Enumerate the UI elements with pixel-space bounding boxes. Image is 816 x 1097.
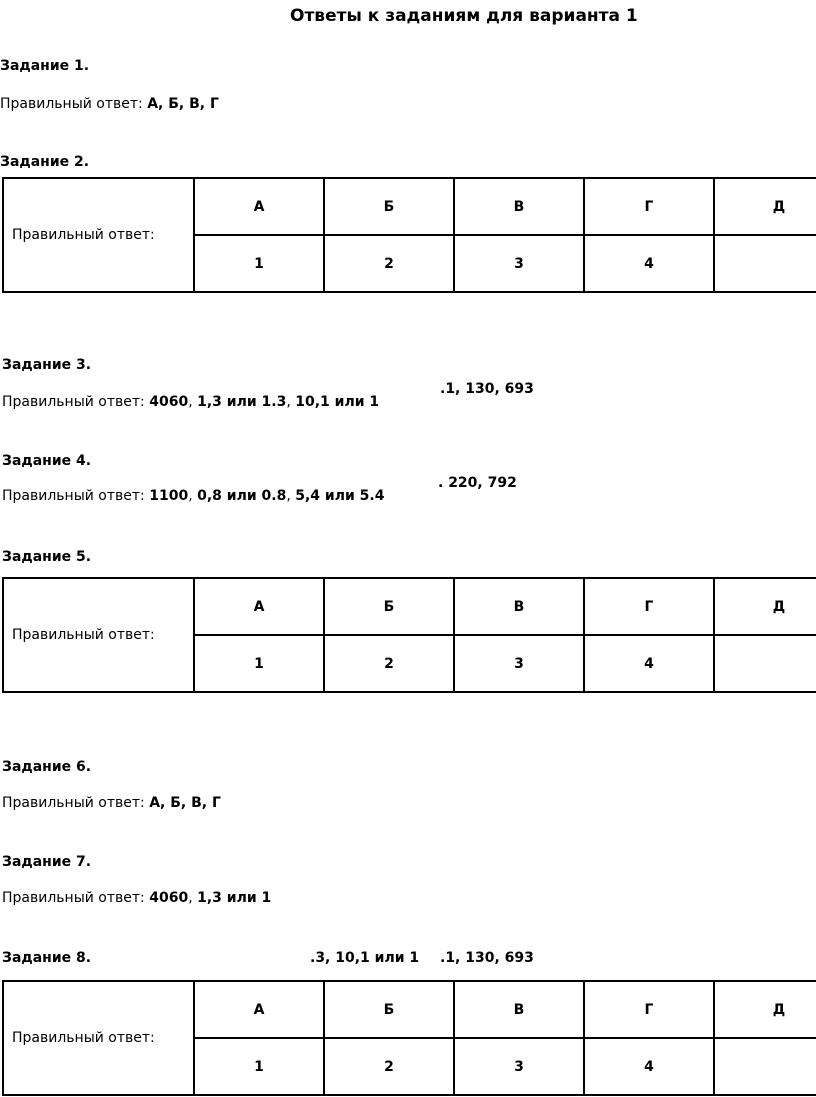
answer-separator: , xyxy=(188,488,198,504)
task-4-side-fragment: . 220, 792 xyxy=(438,475,517,491)
task-7-answer xyxy=(2,890,271,906)
answer-separator: , xyxy=(286,488,296,504)
task-8-side-fragment-a: .3, 10,1 или 1 xyxy=(310,950,420,966)
number-cell: 1 xyxy=(194,235,324,292)
task-6-answer xyxy=(2,795,221,811)
number-cell: 1 xyxy=(194,1038,324,1095)
answer-label: Правильный ответ: xyxy=(2,394,145,410)
task-3-side-fragment: .1, 130, 693 xyxy=(440,381,534,397)
answer-value: А, Б, В, Г xyxy=(149,795,221,811)
answer-label: Правильный ответ: xyxy=(3,178,194,292)
letter-cell: А xyxy=(194,178,324,235)
answer-part: 0,8 или 0.8 xyxy=(197,488,287,504)
answer-label: Правильный ответ: xyxy=(2,890,145,906)
letter-cell: В xyxy=(454,178,584,235)
task-7-heading: Задание 7. xyxy=(2,854,92,870)
task-6-heading: Задание 6. xyxy=(2,759,92,775)
answer-part: 1,3 или 1.3 xyxy=(197,394,287,410)
answer-label: Правильный ответ: xyxy=(0,96,143,112)
answer-value: А, Б, В, Г xyxy=(147,96,219,112)
letter-cell: А xyxy=(194,981,324,1038)
letter-cell: Г xyxy=(584,981,714,1038)
answer-label: Правильный ответ: xyxy=(3,578,194,692)
answer-label: Правильный ответ: xyxy=(2,795,145,811)
answer-separator: , xyxy=(188,890,198,906)
letter-cell: В xyxy=(454,981,584,1038)
task-4-heading: Задание 4. xyxy=(2,453,92,469)
number-cell xyxy=(714,635,816,692)
number-cell: 4 xyxy=(584,635,714,692)
number-cell: 4 xyxy=(584,235,714,292)
task-3-heading: Задание 3. xyxy=(2,357,92,373)
task-8-side-fragment-b: .1, 130, 693 xyxy=(440,950,534,966)
letter-cell: А xyxy=(194,578,324,635)
number-cell: 3 xyxy=(454,235,584,292)
letter-cell: Б xyxy=(324,981,454,1038)
number-cell: 3 xyxy=(454,635,584,692)
letter-cell: Д xyxy=(714,981,816,1038)
page-title: Ответы к заданиям для варианта 1 xyxy=(290,6,638,26)
number-cell: 2 xyxy=(324,1038,454,1095)
answer-separator: , xyxy=(286,394,296,410)
number-cell xyxy=(714,1038,816,1095)
task-4-answer xyxy=(2,488,384,504)
answer-part: 4060 xyxy=(149,394,189,410)
number-cell: 2 xyxy=(324,235,454,292)
answer-label: Правильный ответ: xyxy=(3,981,194,1095)
number-cell: 4 xyxy=(584,1038,714,1095)
letter-cell: Б xyxy=(324,578,454,635)
answer-part: 1100 xyxy=(149,488,189,504)
answer-part: 5,4 или 5.4 xyxy=(295,488,385,504)
task-1-heading: Задание 1. xyxy=(0,58,90,74)
task-2-heading: Задание 2. xyxy=(0,154,90,170)
number-cell: 1 xyxy=(194,635,324,692)
task-8-answer-table xyxy=(2,980,816,1096)
letter-cell: Д xyxy=(714,178,816,235)
answer-part: 4060 xyxy=(149,890,189,906)
answer-part: 1,3 или 1 xyxy=(197,890,272,906)
letter-cell: Д xyxy=(714,578,816,635)
number-cell: 2 xyxy=(324,635,454,692)
task-8-heading: Задание 8. xyxy=(2,950,92,966)
task-1-answer xyxy=(0,96,219,112)
answer-part: 10,1 или 1 xyxy=(295,394,380,410)
answer-label: Правильный ответ: xyxy=(2,488,145,504)
number-cell: 3 xyxy=(454,1038,584,1095)
task-5-heading: Задание 5. xyxy=(2,549,92,565)
letter-cell: Г xyxy=(584,578,714,635)
letter-cell: Г xyxy=(584,178,714,235)
letter-cell: Б xyxy=(324,178,454,235)
task-3-answer xyxy=(2,394,379,410)
task-2-answer-table xyxy=(2,177,816,293)
number-cell xyxy=(714,235,816,292)
letter-cell: В xyxy=(454,578,584,635)
answer-separator: , xyxy=(188,394,198,410)
task-5-answer-table xyxy=(2,577,816,693)
